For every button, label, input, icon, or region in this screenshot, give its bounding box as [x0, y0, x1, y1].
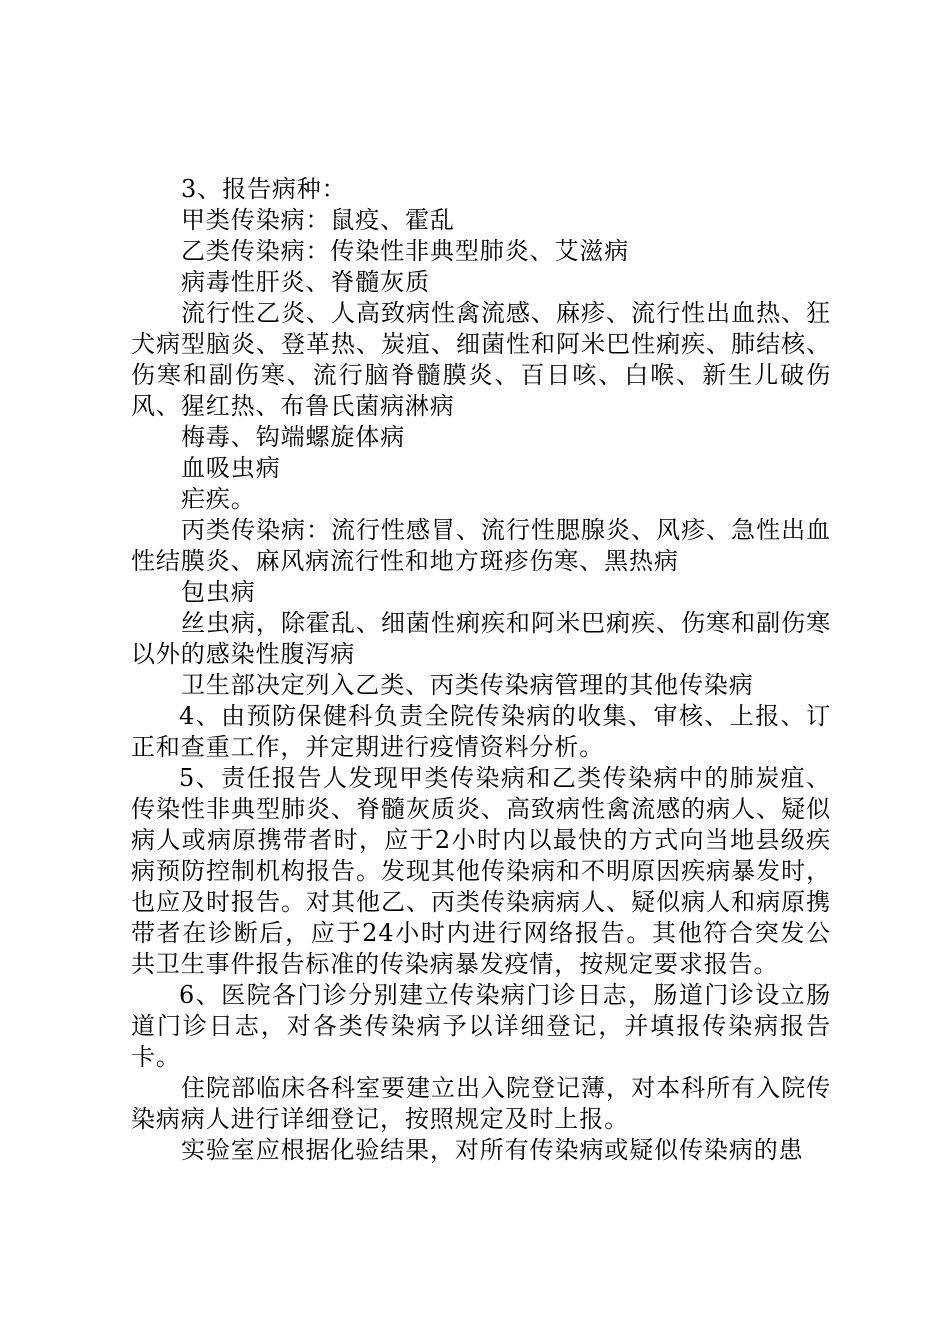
paragraph-hepatitis: 病毒性肝炎、脊髓灰质	[181, 268, 430, 296]
paragraph-class-b-list: 流行性乙炎、人高致病性禽流感、麻疹、流行性出血热、狂犬病型脑炎、登革热、炭疽、细菌性和阿米巴性痢疾、肺结核、伤寒和副伤寒、流行脑脊髓膜炎、百日咳、白喉、新生儿破伤风、猩红热、布鲁氏菌病淋病	[131, 299, 831, 420]
paragraph-echinococcosis: 包虫病	[181, 578, 256, 606]
document-body	[131, 174, 831, 1166]
paragraph-item-5: 5、责任报告人发现甲类传染病和乙类传染病中的肺炭疽、传染性非典型肺炎、脊髓灰质炎、高致病性禽流感的病人、疑似病人或病原携带者时，应于2小时内以最快的方式向当地县级疾病预防控制机构报告。发现其他传染病和不明原因疾病暴发时，也应及时报告。对其他乙、丙类传染病病人、疑似病人和病原携带者在诊断后，应于24小时内进行网络报告。其他符合突发公共卫生事件报告标准的传染病暴发疫情，按规定要求报告。	[131, 764, 831, 978]
paragraph-item-4: 4、由预防保健科负责全院传染病的收集、审核、上报、订正和查重工作，并定期进行疫情资料分析。	[131, 702, 831, 761]
paragraph-ministry-decision: 卫生部决定列入乙类、丙类传染病管理的其他传染病	[181, 671, 754, 699]
paragraph-filariasis: 丝虫病，除霍乱、细菌性痢疾和阿米巴痢疾、伤寒和副伤寒以外的感染性腹泻病	[131, 609, 831, 668]
paragraph-class-c: 丙类传染病：流行性感冒、流行性腮腺炎、风疹、急性出血性结膜炎、麻风病流行性和地方斑疹伤寒、黑热病	[131, 516, 831, 575]
paragraph-class-b: 乙类传染病：传染性非典型肺炎、艾滋病	[181, 237, 630, 265]
paragraph-report-disease-types: 3、报告病种：	[181, 175, 347, 203]
paragraph-schistosomiasis: 血吸虫病	[181, 454, 281, 482]
paragraph-laboratory: 实验室应根据化验结果，对所有传染病或疑似传染病的患	[181, 1136, 804, 1164]
paragraph-item-6: 6、医院各门诊分别建立传染病门诊日志，肠道门诊设立肠道门诊日志，对各类传染病予以详细登记，并填报传染病报告卡。	[131, 981, 831, 1071]
paragraph-syphilis: 梅毒、钩端螺旋体病	[181, 423, 406, 451]
paragraph-malaria: 疟疾。	[181, 485, 256, 513]
paragraph-inpatient: 住院部临床各科室要建立出入院登记薄，对本科所有入院传染病病人进行详细登记，按照规定及时上报。	[131, 1074, 831, 1133]
paragraph-class-a: 甲类传染病：鼠疫、霍乱	[181, 206, 455, 234]
